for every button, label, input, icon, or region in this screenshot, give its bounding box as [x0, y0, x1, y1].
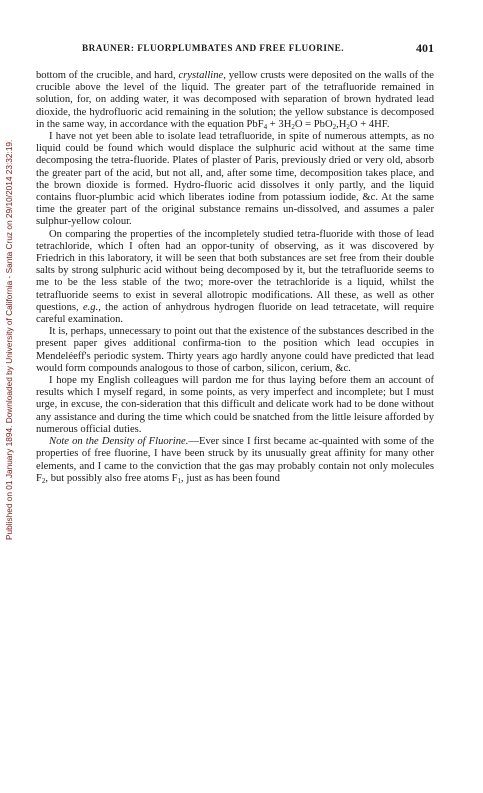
article-body — [36, 70, 434, 485]
paragraph-periodic-system: It is, perhaps, unnecessary to point out that the existence of the substances described in the present paper gives additional confirma-tion to the position which lead occupies in Mendeléeff's periodic system. Thirty years ago hardly anyone could have predicted that lead would form compounds analogous to those of carbon, silicon, cerium, &c. — [36, 326, 434, 374]
running-title: BRAUNER: FLUORPLUMBATES AND FREE FLUORINE. — [82, 43, 345, 53]
paragraph-isolation-attempts: I have not yet been able to isolate lead tetrafluoride, in spite of numerous attempts, as no liquid could be found which would displace the sulphuric acid without at the same time decomposing the tetra-fluoride. Plates of plaster of Paris, previously dried or very old, absorb the greater part of the acid, but not all, and, after some time, decomposition takes place, and the brown dioxide is formed. Hydro-fluoric acid dissolves it only partly, and the liquid contains fluor-plumbic acid which liberates iodine from potassium iodide, &c. At the same time the greater part of the original substance remains un-dissolved, and assumes a paler sulphur-yellow colour. — [36, 131, 434, 228]
section-heading-density: Note on the Density of Fluorine. — [49, 436, 189, 448]
paragraph-density-note: Note on the Density of Fluorine.—Ever since I first became ac-quainted with some of the properties of free fluorine, I have been struck by its unusually great affinity for many other elements, and I came to the conviction that the gas may probably contain not only molecules $F_2$, but possibly also free atoms $F_1$, just as has been found — [36, 436, 434, 485]
page-number: 401 — [416, 41, 434, 55]
paragraph-apology: I hope my English colleagues will pardon me for thus laying before them an account of results which I myself regard, in some points, as very imperfect and incomplete; but I must urge, in excuse, the con-sideration that this difficult and delicate work had to be done without any assistance and during the time which could be snatched from the little leisure afforded by numerous official duties. — [36, 375, 434, 435]
paragraph-continued: bottom of the crucible, and hard, crystalline, yellow crusts were deposited on the walls of the crucible above the level of the liquid. The greater part of the tetrafluoride remained in solution, for, on adding water, it was decomposed with separation of brown hydrated lead dioxide, the hydrofluoric acid remaining in the solution; the yellow substance is decomposed in the same way, in accordance with the equation $PbF_4 + 3H_2O = PbO_2,H_2O + 4HF$. — [36, 70, 434, 131]
running-header — [82, 42, 434, 56]
download-watermark: Published on 01 January 1894. Downloaded by University of California - Santa Cruz on 29/10/2014 23:32:19. — [4, 139, 14, 541]
paragraph-comparison: On comparing the properties of the incompletely studied tetra-fluoride with those of lead tetrachloride, which I often had an oppor-tunity of observing, as it was discovered by Friedrich in this laboratory, it will be seen that both substances are set free from their double salts by strong sulphuric acid without being decomposed by it, but the tetrafluoride seems to me to be the less stable of the two; more-over the tetrachloride is a liquid, whilst the tetrafluoride seems to exist in several allotropic modifications. All these, as well as other questions, e.g., the action of anhydrous hydrogen fluoride on lead tetracetate, will require careful examination. — [36, 228, 434, 326]
